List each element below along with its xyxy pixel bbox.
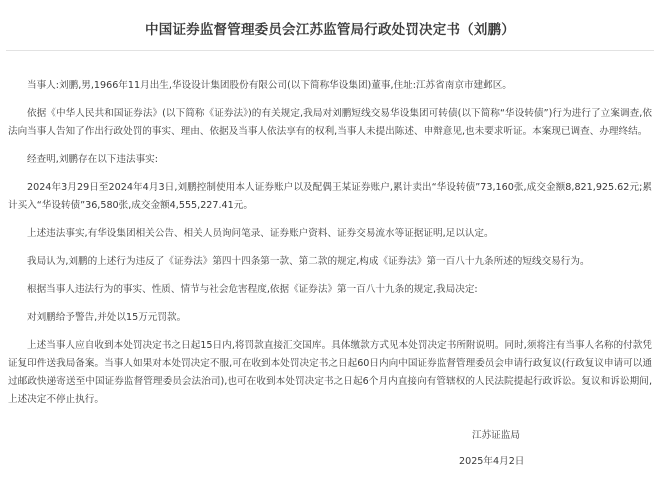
paragraph-trading-facts: 2024年3月29日至2024年4月3日,刘鹏控制使用本人证券账户以及配偶王某证券账户,累计卖出“华设转债”73,160张,成交金额8,821,925.62元;累计买入“华设转债”36,580张,成交金额4,555,227.41元。 [8, 182, 652, 211]
paragraph-basis: 依据《中华人民共和国证券法》(以下简称《证券法》)的有关规定,我局对刘鹏短线交易华设集团可转债(以下简称“华设转债”)行为进行了立案调查,依法向当事人告知了作出行政处罚的事实、理由、依据及当事人依法享有的权利,当事人未提出陈述、申辩意见,也未要求听证。本案现已调查、办理终结。 [8, 108, 652, 137]
paragraph-decision-basis: 根据当事人违法行为的事实、性质、情节与社会危害程度,依据《证券法》第一百八十九条的规定,我局决定: [27, 284, 478, 295]
paragraph-payment-and-appeal: 上述当事人应自收到本处罚决定书之日起15日内,将罚款直接汇交国库。具体缴款方式见本处罚决定书所附说明。同时,须将注有当事人名称的付款凭证复印件送我局备案。当事人如果对本处罚决定不服,可在收到本处罚决定书之日起60日内向中国证券监督管理委员会申请行政复议(行政复议申请可以通过邮政快递寄送至中国证券监督管理委员会法治司),也可在收到本处罚决定书之日起6个月内直接向有管辖权的人民法院提起行政诉讼。复议和诉讼期间,上述决定不停止执行。 [8, 340, 652, 405]
paragraph-findings-intro: 经查明,刘鹏存在以下违法事实: [27, 154, 159, 165]
issuer-signature: 江苏证监局 [472, 430, 520, 441]
paragraph-penalty: 对刘鹏给予警告,并处以15万元罚款。 [27, 312, 187, 323]
paragraph-evidence: 上述违法事实,有华设集团相关公告、相关人员询问笔录、证券账户资料、证券交易流水等证据证明,足以认定。 [27, 228, 494, 239]
document-title: 中国证券监督管理委员会江苏监管局行政处罚决定书（刘鹏） [145, 22, 515, 38]
paragraph-party: 当事人:刘鹏,男,1966年11月出生,华设设计集团股份有限公司(以下简称华设集团)董事,住址:江苏省南京市建邺区。 [27, 80, 512, 91]
paragraph-violation: 我局认为,刘鹏的上述行为违反了《证券法》第四十四条第一款、第二款的规定,构成《证券法》第一百八十九条所述的短线交易行为。 [27, 256, 590, 267]
issue-date: 2025年4月2日 [459, 456, 525, 467]
title-divider [6, 50, 654, 51]
